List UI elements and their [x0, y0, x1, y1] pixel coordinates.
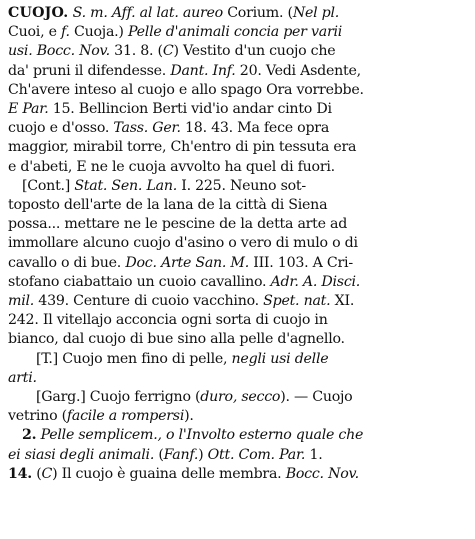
- entry-line: [8, 369, 467, 388]
- text-segment: toposto dell'arte de la lana de la città di Siena: [8, 197, 328, 214]
- italic-text: ei siasi degli animali.: [8, 446, 155, 463]
- entry-line: [8, 196, 467, 215]
- italic-text: Nel pl.: [292, 5, 340, 21]
- entry-line: [8, 234, 467, 253]
- italic-text: C: [41, 465, 53, 482]
- text-segment: maggior, mirabil torre, Ch'entro di pin tessuta era: [8, 139, 357, 156]
- entry-line: [8, 426, 467, 445]
- text-segment: 242. Il vitellajo acconcia ogni sorta di cuojo in: [8, 312, 328, 329]
- text-segment: stofano ciabattaio un cuoio cavallino.: [8, 273, 271, 290]
- italic-text: f.: [61, 24, 70, 41]
- italic-text: Dant. Inf.: [170, 62, 236, 79]
- entry-line: [8, 177, 467, 196]
- text-segment: ): [198, 446, 208, 463]
- italic-text: C: [162, 43, 174, 60]
- text-segment: cuojo e d'osso.: [8, 120, 114, 137]
- italic-text: facile a rompersi: [66, 408, 185, 425]
- entry-line: [8, 311, 467, 330]
- text-segment: I. 225. Neuno sot-: [176, 177, 306, 194]
- text-segment: ).: [184, 408, 194, 425]
- entry-line: [8, 273, 467, 292]
- text-segment: 31. 8. (: [109, 43, 163, 60]
- text-segment: ) Vestito d'un cuojo che: [173, 43, 336, 60]
- text-segment: Cuoja.): [69, 24, 128, 41]
- entry-line: [8, 350, 467, 369]
- sense-number: 2.: [22, 427, 37, 444]
- entry-line: [8, 254, 467, 273]
- entry-line: [8, 81, 467, 100]
- italic-text: Pelle semplicem., o l'Involto esterno quale che: [40, 427, 364, 444]
- text-segment: XI.: [330, 293, 355, 310]
- text-segment: immollare alcuno cuojo d'asino o vero di mulo o di: [8, 235, 358, 252]
- italic-text: Spet. nat.: [263, 293, 331, 310]
- entry-line: [8, 42, 467, 61]
- text-segment: 20. Vedi Asdente,: [235, 62, 361, 79]
- text-segment: [Garg.] Cuojo ferrigno (: [36, 389, 201, 406]
- text-segment: Ch'avere inteso al cuojo e allo spago Ora vorrebbe.: [8, 81, 364, 98]
- entry-line: [8, 100, 467, 119]
- italic-text: E Par.: [8, 101, 49, 118]
- italic-text: arti.: [8, 369, 37, 386]
- entry-line: [8, 4, 467, 23]
- entry-line: [8, 119, 467, 138]
- entry-line: [8, 446, 467, 465]
- entry-line: [8, 215, 467, 234]
- italic-text: Bocc. Nov.: [285, 465, 359, 482]
- entry-line: [8, 407, 467, 426]
- lemma-headword: CUOJO.: [8, 5, 69, 21]
- text-segment: (: [31, 465, 42, 482]
- text-segment: e d'abeti, E ne le cuoja avvolto ha quel di fuori.: [8, 158, 335, 175]
- italic-text: Doc. Arte San. M.: [125, 254, 249, 271]
- italic-text: Stat. Sen. Lan.: [74, 177, 177, 194]
- italic-text: Ott. Com. Par.: [207, 446, 306, 463]
- italic-text: usi. Bocc. Nov.: [8, 43, 110, 60]
- text-segment: 439. Centure di cuoio vacchino.: [34, 293, 264, 310]
- text-segment: [T.] Cuojo men fino di pelle,: [36, 350, 232, 367]
- entry-line: [8, 465, 467, 484]
- italic-text: duro, secco: [200, 389, 281, 406]
- text-segment: 1.: [305, 446, 323, 463]
- text-segment: III. 103. A Cri-: [248, 254, 353, 271]
- italic-text: Adr. A. Disci.: [270, 273, 361, 290]
- entry-line: [8, 23, 467, 42]
- text-segment: (: [154, 446, 164, 463]
- italic-text: negli usi delle: [231, 350, 329, 367]
- text-segment: [Cont.]: [22, 177, 75, 194]
- sense-number: 14.: [8, 465, 32, 482]
- text-segment: vetrino (: [8, 408, 67, 425]
- entry-line: [8, 158, 467, 177]
- text-segment: Cuoi, e: [8, 24, 61, 41]
- italic-text: S. m. Aff. al lat. aureo: [72, 5, 223, 21]
- text-segment: ) Il cuojo è guaina delle membra.: [52, 465, 286, 482]
- italic-text: Pelle d'animali concia per varii: [127, 24, 343, 41]
- text-segment: bianco, dal cuojo di bue sino alla pelle d'agnello.: [8, 331, 345, 348]
- entry-line: [8, 388, 467, 407]
- entry-line: [8, 138, 467, 157]
- entry-line: [8, 330, 467, 349]
- text-segment: da' pruni il difendesse.: [8, 62, 171, 79]
- entry-line: [8, 62, 467, 81]
- italic-text: Tass. Ger.: [113, 120, 181, 137]
- text-segment: possa... mettare ne le pescine de la detta arte ad: [8, 216, 348, 233]
- text-segment: cavallo o di bue.: [8, 254, 126, 271]
- text-segment: 18. 43. Ma fece opra: [180, 120, 330, 137]
- italic-text: Fanf.: [163, 446, 199, 463]
- text-segment: Corium. (: [222, 5, 293, 21]
- italic-text: mil.: [8, 293, 35, 310]
- text-segment: ). — Cuojo: [280, 389, 353, 406]
- entry-line: [8, 292, 467, 311]
- text-segment: 15. Bellincion Berti vid'io andar cinto Di: [48, 101, 332, 118]
